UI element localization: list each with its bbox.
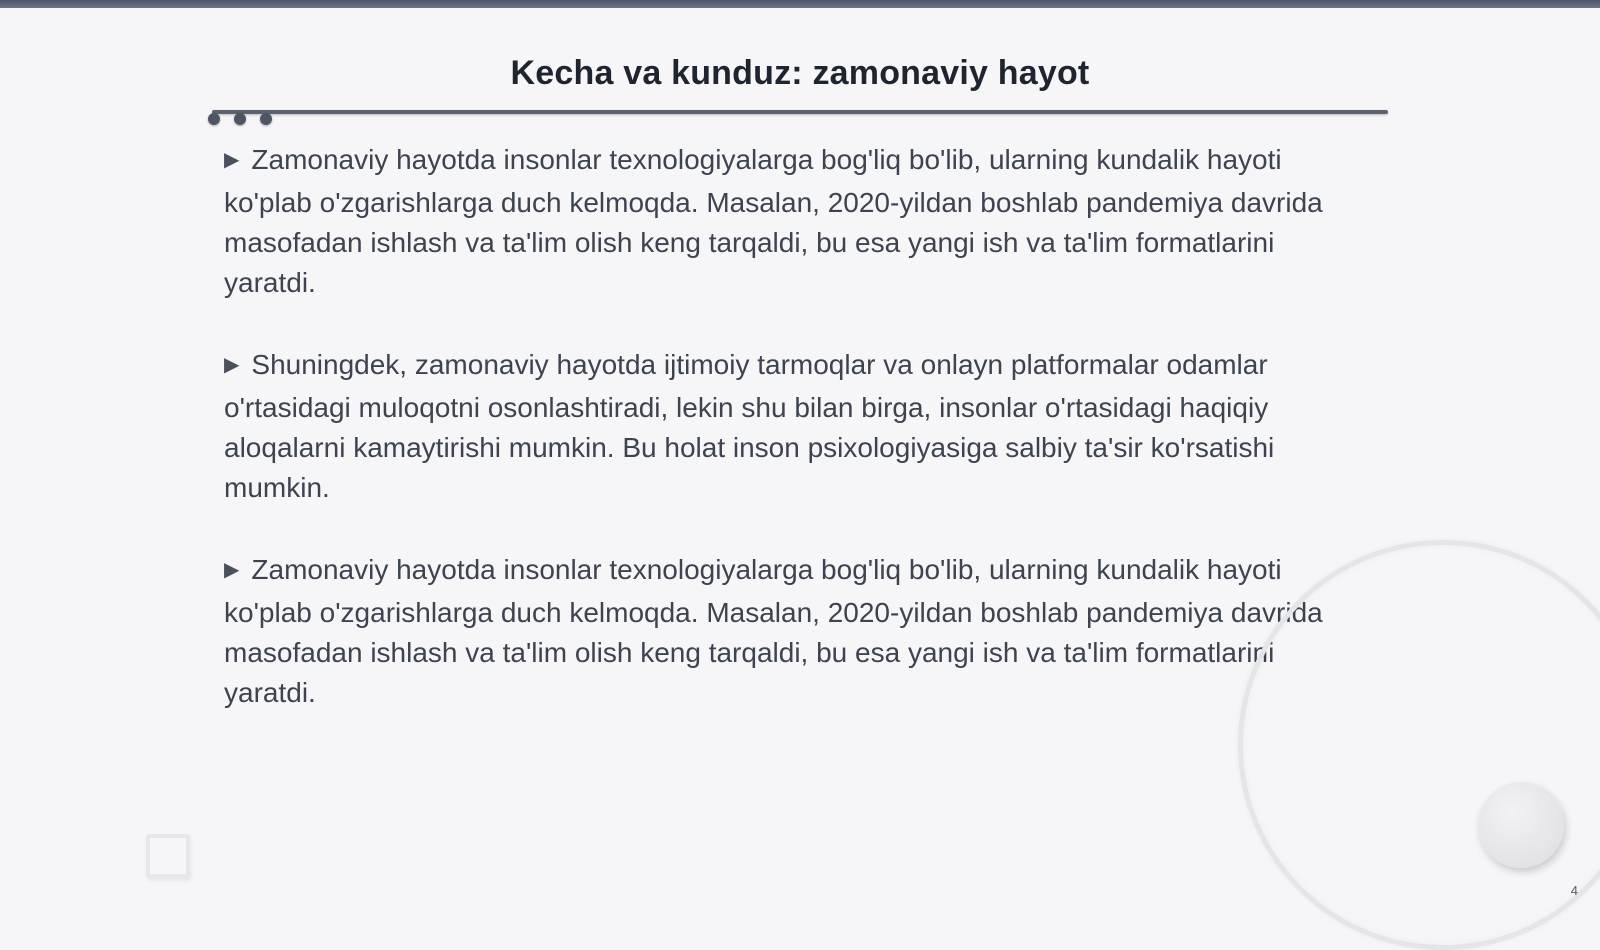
divider-dot-3	[260, 113, 272, 125]
page-number: 4	[1570, 883, 1578, 898]
bullet-text: Shuningdek, zamonaviy hayotda ijtimoiy tarmoqlar va onlayn platformalar odamlar o'rtasidagi muloqotni osonlashtiradi, lekin shu bilan birga, insonlar o'rtasidagi haqiqiy aloqalarni kamaytirishi mumkin. Bu holat inson psixologiyasiga salbiy ta'sir ko'rsatishi mumkin.	[224, 349, 1275, 503]
bullet-item	[224, 345, 1364, 508]
bullet-item	[224, 140, 1364, 303]
bullet-text: Zamonaviy hayotda insonlar texnologiyalarga bog'liq bo'lib, ularning kundalik hayoti ko'plab o'zgarishlarga duch kelmoqda. Masalan, 2020-yildan boshlab pandemiya davrida masofadan ishlash va ta'lim olish keng tarqaldi, bu esa yangi ish va ta'lim formatlarini yaratdi.	[224, 554, 1323, 708]
divider-dot-1	[208, 113, 220, 125]
title-divider-line	[212, 110, 1388, 114]
decorative-square	[146, 834, 190, 878]
divider-dot-2	[234, 113, 246, 125]
bullet-list	[224, 140, 1364, 755]
slide-title: Kecha va kunduz: zamonaviy hayot	[510, 54, 1090, 92]
bullet-item	[224, 550, 1364, 713]
triangle-bullet-icon: ▶	[224, 149, 240, 171]
triangle-bullet-icon: ▶	[224, 559, 240, 581]
top-accent-bar	[0, 0, 1600, 8]
decorative-circle	[1478, 782, 1564, 868]
bullet-text: Zamonaviy hayotda insonlar texnologiyalarga bog'liq bo'lib, ularning kundalik hayoti ko'plab o'zgarishlarga duch kelmoqda. Masalan, 2020-yildan boshlab pandemiya davrida masofadan ishlash va ta'lim olish keng tarqaldi, bu esa yangi ish va ta'lim formatlarini yaratdi.	[224, 144, 1323, 298]
triangle-bullet-icon: ▶	[224, 354, 240, 376]
